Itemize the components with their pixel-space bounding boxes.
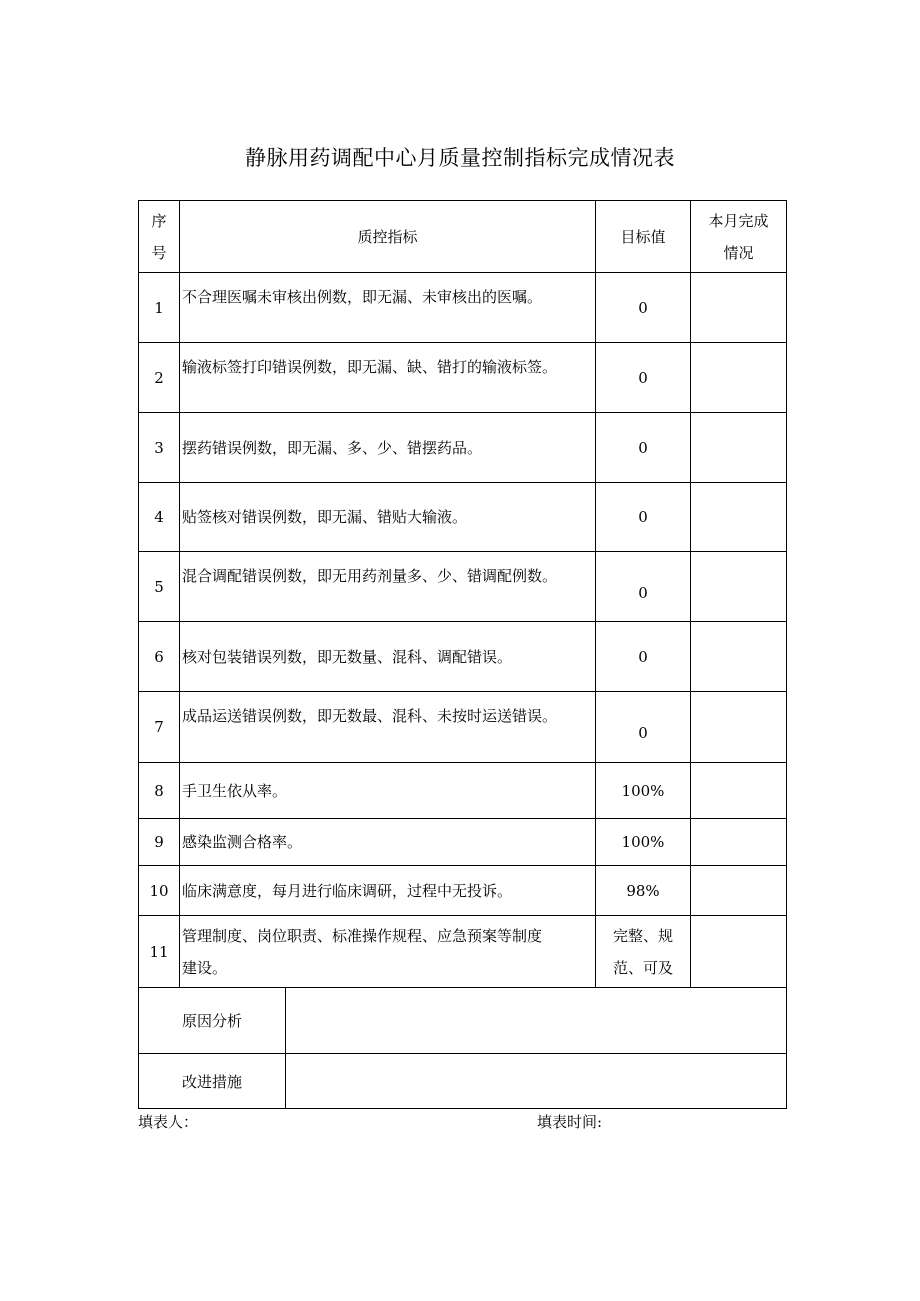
row-indicator: 摆药错误例数，即无漏、多、少、错摆药品。 <box>180 413 596 483</box>
row-actual-cell[interactable] <box>691 483 787 552</box>
table-row <box>139 552 787 622</box>
row-actual-cell[interactable] <box>691 273 787 343</box>
row-indicator: 临床满意度，每月进行临床调研，过程中无投诉。 <box>180 866 596 916</box>
improvement-measures-label: 改进措施 <box>139 1054 286 1109</box>
row-indicator-line1: 管理制度、岗位职责、标准操作规程、应急预案等制度 <box>182 926 543 945</box>
row-actual-cell[interactable] <box>691 413 787 483</box>
row-no: 6 <box>139 622 180 692</box>
row-target: 98% <box>596 866 691 916</box>
row-actual-cell[interactable] <box>691 763 787 819</box>
row-no: 10 <box>139 866 180 916</box>
row-no: 11 <box>139 916 180 988</box>
row-indicator: 感染监测合格率。 <box>180 819 596 866</box>
table-row <box>139 483 787 552</box>
row-target: 0 <box>596 413 691 483</box>
improvement-measures-row <box>139 1054 787 1109</box>
row-no: 9 <box>139 819 180 866</box>
row-target-line1: 完整、规 <box>612 926 673 945</box>
document-title: 静脉用药调配中心月质量控制指标完成情况表 <box>245 146 675 170</box>
row-target: 100% <box>596 819 691 866</box>
table-row <box>139 273 787 343</box>
row-indicator: 混合调配错误例数，即无用药剂量多、少、错调配例数。 <box>180 552 596 622</box>
row-actual-cell[interactable] <box>691 622 787 692</box>
row-indicator: 不合理医嘱未审核出例数，即无漏、未审核出的医嘱。 <box>180 273 596 343</box>
header-complete-line2: 情况 <box>723 243 754 262</box>
row-target: 100% <box>596 763 691 819</box>
row-target: 0 <box>596 552 691 622</box>
header-no <box>139 201 180 273</box>
row-actual-cell[interactable] <box>691 866 787 916</box>
row-no: 3 <box>139 413 180 483</box>
table-row <box>139 622 787 692</box>
header-no-line1: 序 <box>151 211 167 230</box>
table-row <box>139 819 787 866</box>
table-row <box>139 866 787 916</box>
row-no: 1 <box>139 273 180 343</box>
table-row <box>139 763 787 819</box>
row-no: 8 <box>139 763 180 819</box>
cause-analysis-label: 原因分析 <box>139 988 286 1054</box>
row-indicator <box>180 916 596 988</box>
table-row <box>139 692 787 763</box>
row-target <box>596 916 691 988</box>
row-no: 7 <box>139 692 180 763</box>
improvement-measures-field[interactable] <box>286 1054 787 1109</box>
table-row <box>139 413 787 483</box>
cause-analysis-row <box>139 988 787 1054</box>
row-indicator: 输液标签打印错误例数，即无漏、缺、错打的输液标签。 <box>180 343 596 413</box>
table-header-row <box>139 201 787 273</box>
row-no: 4 <box>139 483 180 552</box>
row-actual-cell[interactable] <box>691 819 787 866</box>
row-actual-cell[interactable] <box>691 343 787 413</box>
header-complete-line1: 本月完成 <box>708 211 769 230</box>
row-actual-cell[interactable] <box>691 552 787 622</box>
table-row <box>139 343 787 413</box>
row-indicator-line2: 建设。 <box>182 958 228 977</box>
row-indicator: 成品运送错误例数，即无数最、混科、未按时运送错误。 <box>180 692 596 763</box>
cause-analysis-field[interactable] <box>286 988 787 1054</box>
header-indicator: 质控指标 <box>180 201 596 273</box>
table-row <box>139 916 787 988</box>
row-no: 2 <box>139 343 180 413</box>
row-actual-cell[interactable] <box>691 692 787 763</box>
row-indicator: 核对包装错误列数，即无数量、混科、调配错误。 <box>180 622 596 692</box>
header-no-line2: 号 <box>151 243 167 262</box>
row-indicator: 手卫生依从率。 <box>180 763 596 819</box>
row-no: 5 <box>139 552 180 622</box>
row-indicator: 贴签核对错误例数，即无漏、错贴大输液。 <box>180 483 596 552</box>
header-complete <box>691 201 787 273</box>
quality-indicator-table <box>138 200 787 988</box>
row-target: 0 <box>596 343 691 413</box>
analysis-table <box>138 987 787 1109</box>
header-target: 目标值 <box>596 201 691 273</box>
row-target-line2: 范、可及 <box>612 958 673 977</box>
row-target: 0 <box>596 622 691 692</box>
row-target: 0 <box>596 692 691 763</box>
row-target: 0 <box>596 273 691 343</box>
row-actual-cell[interactable] <box>691 916 787 988</box>
row-target: 0 <box>596 483 691 552</box>
filler-label: 填表人： <box>138 1113 199 1131</box>
fill-date-label: 填表时间: <box>537 1113 603 1131</box>
